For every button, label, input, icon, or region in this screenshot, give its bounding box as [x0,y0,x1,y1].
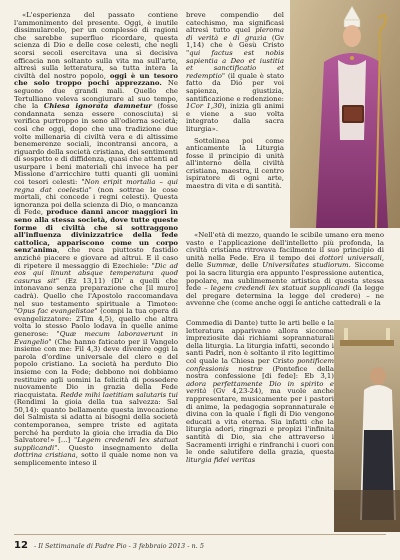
footer-divider [14,534,386,535]
latin-quote: liturgia fidei veritas [186,455,256,464]
article-right-column-mid [186,232,384,312]
latin-quote: "Legem credendi lex statuat supplicandi" [14,436,178,452]
latin-quote: "Dic ad eos qui linunt absque temperatura quod casurus sit" [14,261,178,285]
emphasis: oggi è un tesoro che solo troppo pochi apprezzano. [14,71,178,88]
paragraph: Sottolinea poi come anticamente la Liturgia fosse il principio di unità all'interno della civiltà cristiana, maestra, il centro ispiratore di ogni arte, maestra di vita e di santità. [186,136,284,191]
latin-quote: "Non eripit mortalia – qui regna dat coelestia" [14,178,178,194]
bishop-photo [290,0,400,228]
altar-photo [334,320,400,532]
latin-quote: Redde mihi laetitiam salutaris tui [60,390,178,399]
page-number: 12 [14,540,28,551]
paragraph: «Nell'età di mezzo, quando le scibile umano era meno vasto e l'applicazione dell'intelletto più profonda, la civiltà cristiana ritrovava facilmente il suo principio di unità nella Fede. Era il tempo dei dottori universali, delle Summæ, delle Universitates studiorum. Siccome poi la sacra liturgia era appunto l'espressione autentica, popolare, ma sublimemente artistica di questa stessa fede – legem credendi lex statuat supplicandi (la legge del pregare determina la legge del credere) – ne avvenne che (come anche oggi le antiche cattedrali e la [186,232,384,308]
latin-quote: "Opus fac evangelistae" [14,307,98,316]
paragraph: Commedia di Dante) tutte le arti belle e la letteratura apparivano allora siccome impreziosite dai richiami soprannaturali della liturgia. La liturgia infatti, secondo i santi Padri, non è soltanto il rito legittimo col quale la Chiesa per Cristo pontificem confessionis nostræ (Pontefice della nostra confessione [di fede]: Eb 3,1) adora perfettamente Dio in spirito e verità (Gv 4,23-24), ma vuole anche rappresentare, musicamente per i pastori di anime, la pedagogia soprannaturale e divina con la quale i figli di Dio vengono educati a vita eterna. Sia infatti che la liturgia adori, ringrazi e propizi l'infinita santità di Dio, sia che attraverso i Sacramenti irrighi e rinfranchi i cuori con le onde salutifere della grazia, questa liturgia fidei veritas [186,320,334,464]
latin-quote: "Quæ mecum laboraverunt in Evangelio" [14,329,178,346]
page-footer [0,534,400,560]
bishop-photo-illustration [290,0,400,228]
publication-info: - Il Settimanale di Padre Pio - 3 febbraio 2013 - n. 5 [34,542,204,550]
emphasis: produce danni ancor maggiori in seno alla stessa società, dove tutte queste forme di civiltà che si sottraggono all'influenza divinizzatrice della fede cattolica, appariscono come un corpo senz'anima [14,208,178,255]
latin-quote: legem credendi lex statuat supplicandi [210,284,350,293]
article-right-column-bottom [186,320,334,532]
article-left-column [14,12,178,530]
paragraph: «L'esperienza del passato contiene l'ammonimento del presente. Oggi, è inutile dissimularcelo, per un complesso di ragioni che sarebbe superfluo ricordare, questa scienza di Dio e delle cose celesti, che negli scorsi secoli esercitava una sì decisiva efficacia non soltanto sulla vita ma sull'arte, altresì sulla letteratura, sa tutta intera la civiltà del nostro popolo, oggi è un tesoro che solo troppo pochi apprezzano. Ne seguono due grandi mali. Quello che Tertulliano veleva scongiurare al suo tempo, che la Chiesa ignorata damnetur (fosse condannata senza essere conosciuta) si verifica purtroppo in seno all'odierna società; così che oggi, dopo che una tradizione due volte millenaria di civiltà vera e di altissime benemerenze sociali, incontransi ancora, a riguardo della società cristiana, dei sentimenti di sospetto e di diffidenza, quasi che attenti ad usurpare i beni materiali chi invece ha per Missione d'arricchire tutti quanti gli uomini coi tesori celesti: "Non eripit mortalia – qui regna dat coelestia" (non sottrae le cose mortali, chi concede i regni celesti). Questa ignoranza poi della scienza di Dio, o mancanza di Fede, produce danni ancor maggiori in seno alla stessa società, dove tutte queste forme di civiltà che si sottraggono all'influenza divinizzatrice della fede cattolica, appariscono come un corpo senz'anima, che reca piuttosto fastidio anziché piacere e giovare ad altrui. E il caso di ripetere il messaggio di Ezechiele: "Dic ad eos qui linunt absque temperatura quod casurus sit" (Ez 13,11) (Di' a quelli che intonavano senza preparazione che [il muro] cadrà). Quello che l'Apostolo raccomandava nel suo testamento spirituale a Timoteo: "Opus fac evangelistae" (compi la tua opera di evangelizzatore: 2Tim 4,5), quello che altra volta lo stesso Paolo lodava in quelle anime generose: "Quæ mecum laboraverunt in Evangelio" (Che hanno faticato per il Vangelo insieme con me: Fil 4,3) deve divenire oggi la parola d'ordine universale del clero e del popolo cristiano. La società ha perduto Dio insieme con la Fede; debbono noi dobbiamo restituire agli uomini la felicità di possedere nuovamente Dio in grazia della Fede riacquistata. Redde mihi laetitiam salutaris tui (Rendimi la gioia della tua salvezza: Sal 50,14): quanto bellamente questa invocazione del Salmista si adatta ai bisogni della società contemporanea, sempre triste ed agitata perché ha perduto la gioia che irradia da Dio Salvatore!» [...] "Legem credendi lex statuat supplicandi". Questo insegnamento della dottrina cristiana, sotto il quale nome non va semplicemente inteso il [14,12,178,468]
latin-quote: pontificem confessionis nostræ [186,356,334,373]
latin-quote: "qui factus est nobis sapientia a Deo et iustitia et sanctificatio et redemptio" [186,48,284,80]
emphasis-latin: Chiesa ignorata damnetur [43,102,152,111]
emphasis-italic: dottrina cristiana [14,451,76,460]
altar-photo-illustration [334,320,400,532]
paragraph: breve compendio del catechismo, ma significasi altresì tutto quel pleroma di verità e di grazia (Gv 1,14) che è Gesù Cristo "qui factus est nobis sapientia a Deo et iustitia et sanctificatio et redemptio" (il quale è stato fatto da Dio per voi sapienza, giustizia, santificazione e redenzione: 1Cor 1,30), inizia gli animi e viene a suo volta integrato dalla sacra liturgia». [186,12,284,133]
article-right-column-top [186,12,284,222]
